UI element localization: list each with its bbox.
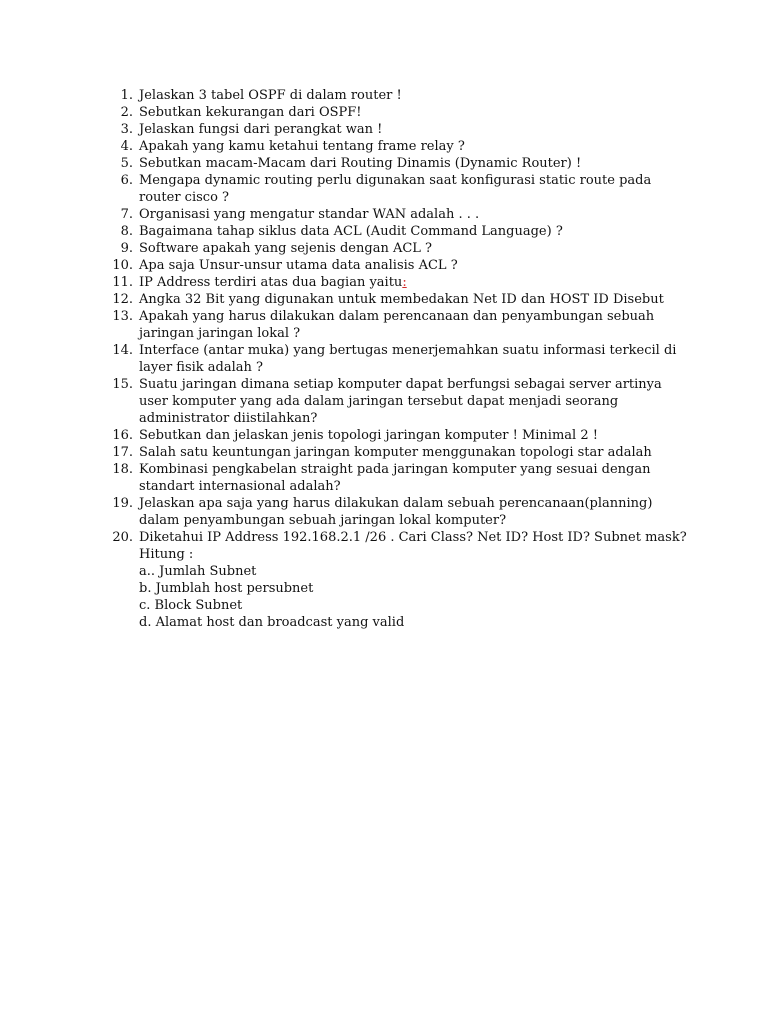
question-text: Jelaskan 3 tabel OSPF di dalam router ! — [139, 88, 402, 103]
question-text: Interface (antar muka) yang bertugas menerjemahkan suatu informasi terkecil di layer fisik adalah ? — [139, 343, 677, 375]
question-number: 17. — [112, 445, 133, 460]
question-text: Apa saja Unsur-unsur utama data analisis ACL ? — [139, 258, 458, 273]
question-text: Mengapa dynamic routing perlu digunakan saat konfigurasi static route pada router cisco ? — [139, 173, 652, 205]
question-number: 3. — [120, 122, 133, 137]
spellcheck-mark: : — [402, 275, 407, 290]
sub-question-b: b. Jumblah host persubnet — [139, 581, 314, 596]
question-text: Software apakah yang sejenis dengan ACL ? — [139, 241, 433, 256]
question-number: 14. — [112, 343, 133, 358]
sub-question-d: d. Alamat host dan broadcast yang valid — [139, 615, 405, 630]
question-subtitle: Hitung : — [139, 547, 194, 562]
question-item-19 — [108, 495, 688, 529]
question-text: Jelaskan fungsi dari perangkat wan ! — [139, 122, 383, 137]
sub-question-list — [139, 563, 688, 631]
question-item-11 — [108, 274, 688, 291]
question-number: 2. — [120, 105, 133, 120]
question-item-7 — [108, 206, 688, 223]
question-item-3 — [108, 121, 688, 138]
question-number: 10. — [112, 258, 133, 273]
question-item-13 — [108, 308, 688, 342]
question-text: Sebutkan macam-Macam dari Routing Dinamis (Dynamic Router) ! — [139, 156, 582, 171]
question-item-20 — [108, 529, 688, 631]
question-text: Kombinasi pengkabelan straight pada jaringan komputer yang sesuai dengan standart internasional adalah? — [139, 462, 651, 494]
question-list — [108, 87, 688, 631]
question-text: Angka 32 Bit yang digunakan untuk membedakan Net ID dan HOST ID Disebut — [139, 292, 664, 307]
question-number: 5. — [120, 156, 133, 171]
question-number: 13. — [112, 309, 133, 324]
question-item-16 — [108, 427, 688, 444]
question-item-14 — [108, 342, 688, 376]
question-text: Salah satu keuntungan jaringan komputer menggunakan topologi star adalah — [139, 445, 652, 460]
question-text: Suatu jaringan dimana setiap komputer dapat berfungsi sebagai server artinya user komputer yang ada dalam jaringan tersebut dapat menjadi seorang administrator diistilahkan? — [139, 377, 662, 426]
question-text: Bagaimana tahap siklus data ACL (Audit Command Language) ? — [139, 224, 563, 239]
question-text: Sebutkan kekurangan dari OSPF! — [139, 105, 362, 120]
question-number: 4. — [120, 139, 133, 154]
question-item-5 — [108, 155, 688, 172]
sub-question-c: c. Block Subnet — [139, 598, 243, 613]
question-item-1 — [108, 87, 688, 104]
question-number: 16. — [112, 428, 133, 443]
question-item-15 — [108, 376, 688, 427]
question-item-17 — [108, 444, 688, 461]
question-number: 1. — [120, 88, 133, 103]
question-number: 11. — [112, 275, 133, 290]
question-text: Apakah yang kamu ketahui tentang frame relay ? — [139, 139, 465, 154]
question-text: Jelaskan apa saja yang harus dilakukan dalam sebuah perencanaan(planning) dalam penyambungan sebuah jaringan lokal komputer? — [139, 496, 653, 528]
question-number: 20. — [112, 530, 133, 545]
question-item-8 — [108, 223, 688, 240]
question-number: 15. — [112, 377, 133, 392]
question-number: 18. — [112, 462, 133, 477]
question-number: 12. — [112, 292, 133, 307]
question-text-main: IP Address terdiri atas dua bagian yaitu — [139, 275, 403, 290]
question-number: 7. — [120, 207, 133, 222]
question-text: Diketahui IP Address 192.168.2.1 /26 . Cari Class? Net ID? Host ID? Subnet mask? — [139, 530, 687, 545]
question-item-6 — [108, 172, 688, 206]
question-number: 6. — [120, 173, 133, 188]
question-text: Sebutkan dan jelaskan jenis topologi jaringan komputer ! Minimal 2 ! — [139, 428, 598, 443]
question-text: Apakah yang harus dilakukan dalam perencanaan dan penyambungan sebuah jaringan jaringan lokal ? — [139, 309, 655, 341]
question-number: 9. — [120, 241, 133, 256]
question-item-18 — [108, 461, 688, 495]
question-text — [139, 274, 688, 291]
sub-question-a: a.. Jumlah Subnet — [139, 564, 257, 579]
question-number: 8. — [120, 224, 133, 239]
question-number: 19. — [112, 496, 133, 511]
question-text: Organisasi yang mengatur standar WAN adalah . . . — [139, 207, 480, 222]
question-item-10 — [108, 257, 688, 274]
question-item-12 — [108, 291, 688, 308]
question-item-2 — [108, 104, 688, 121]
question-item-4 — [108, 138, 688, 155]
question-item-9 — [108, 240, 688, 257]
